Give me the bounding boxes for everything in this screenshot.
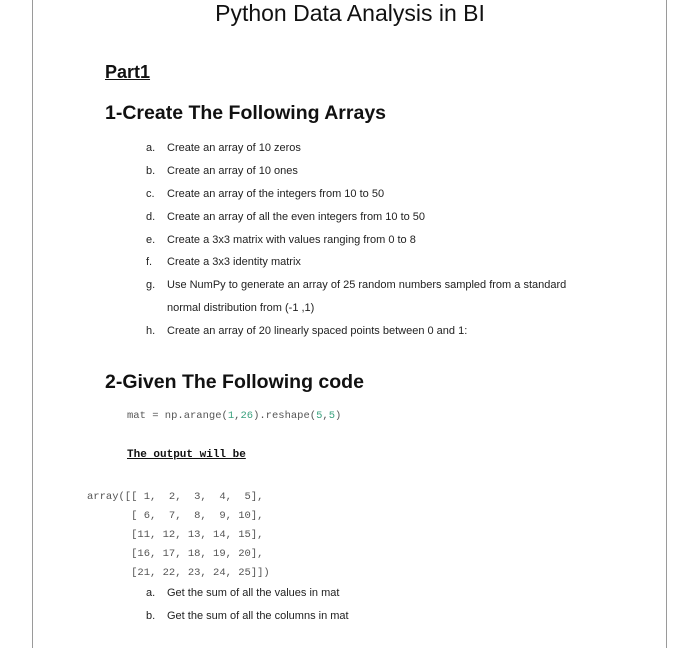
list-item-text: Create a 3x3 identity matrix bbox=[167, 256, 301, 268]
list-marker: b. bbox=[146, 165, 156, 177]
list-marker: e. bbox=[146, 234, 156, 246]
list-item-text: Create an array of 10 ones bbox=[167, 165, 298, 177]
list-marker: h. bbox=[146, 325, 156, 337]
page-right-border bbox=[666, 0, 667, 648]
section2-heading: 2-Given The Following code bbox=[105, 371, 364, 393]
document-title: Python Data Analysis in BI bbox=[215, 0, 485, 26]
array-output-line: [16, 17, 18, 19, 20], bbox=[87, 548, 264, 560]
list-marker: a. bbox=[146, 587, 156, 599]
list-item-text: Create an array of all the even integers from 10 to 50 bbox=[167, 211, 426, 223]
section1-heading: 1-Create The Following Arrays bbox=[105, 102, 387, 124]
list-item-text: Create a 3x3 matrix with values ranging from 0 to 8 bbox=[167, 234, 416, 246]
list-item-text: normal distribution from (-1 ,1) bbox=[167, 302, 315, 314]
list-marker: d. bbox=[146, 211, 156, 223]
list-item-text: Get the sum of all the columns in mat bbox=[167, 610, 349, 622]
code-comma: , bbox=[234, 410, 241, 422]
code-comma: , bbox=[322, 410, 329, 422]
code-arg: 5 bbox=[328, 410, 336, 422]
list-item-text: Get the sum of all the values in mat bbox=[167, 587, 340, 599]
code-prefix: mat = np.arange( bbox=[127, 410, 228, 422]
list-marker: c. bbox=[146, 188, 155, 200]
list-item-text: Create an array of the integers from 10 to 50 bbox=[167, 188, 385, 200]
list-item-text: Create an array of 10 zeros bbox=[167, 142, 301, 154]
list-marker: a. bbox=[146, 142, 156, 154]
list-item-text: Create an array of 20 linearly spaced points between 0 and 1: bbox=[167, 325, 468, 337]
list-marker: f. bbox=[146, 256, 153, 268]
code-arg: 5 bbox=[316, 410, 323, 422]
array-output-line: array([[ 1, 2, 3, 4, 5], bbox=[87, 491, 264, 503]
code-arg: 26 bbox=[240, 410, 254, 422]
code-mid: ).reshape( bbox=[253, 410, 317, 422]
list-marker: g. bbox=[146, 279, 156, 291]
array-output-line: [11, 12, 13, 14, 15], bbox=[87, 529, 264, 541]
code-snippet bbox=[127, 410, 341, 422]
code-arg: 1 bbox=[227, 410, 235, 422]
part-label: Part1 bbox=[105, 62, 151, 82]
list-marker: b. bbox=[146, 610, 156, 622]
page-left-border bbox=[32, 0, 33, 648]
code-suffix: ) bbox=[335, 410, 342, 422]
output-label: The output will be bbox=[127, 449, 246, 461]
array-output-line: [21, 22, 23, 24, 25]]) bbox=[87, 567, 270, 579]
list-item-text: Use NumPy to generate an array of 25 random numbers sampled from a standard bbox=[167, 279, 567, 291]
array-output-line: [ 6, 7, 8, 9, 10], bbox=[87, 510, 264, 522]
